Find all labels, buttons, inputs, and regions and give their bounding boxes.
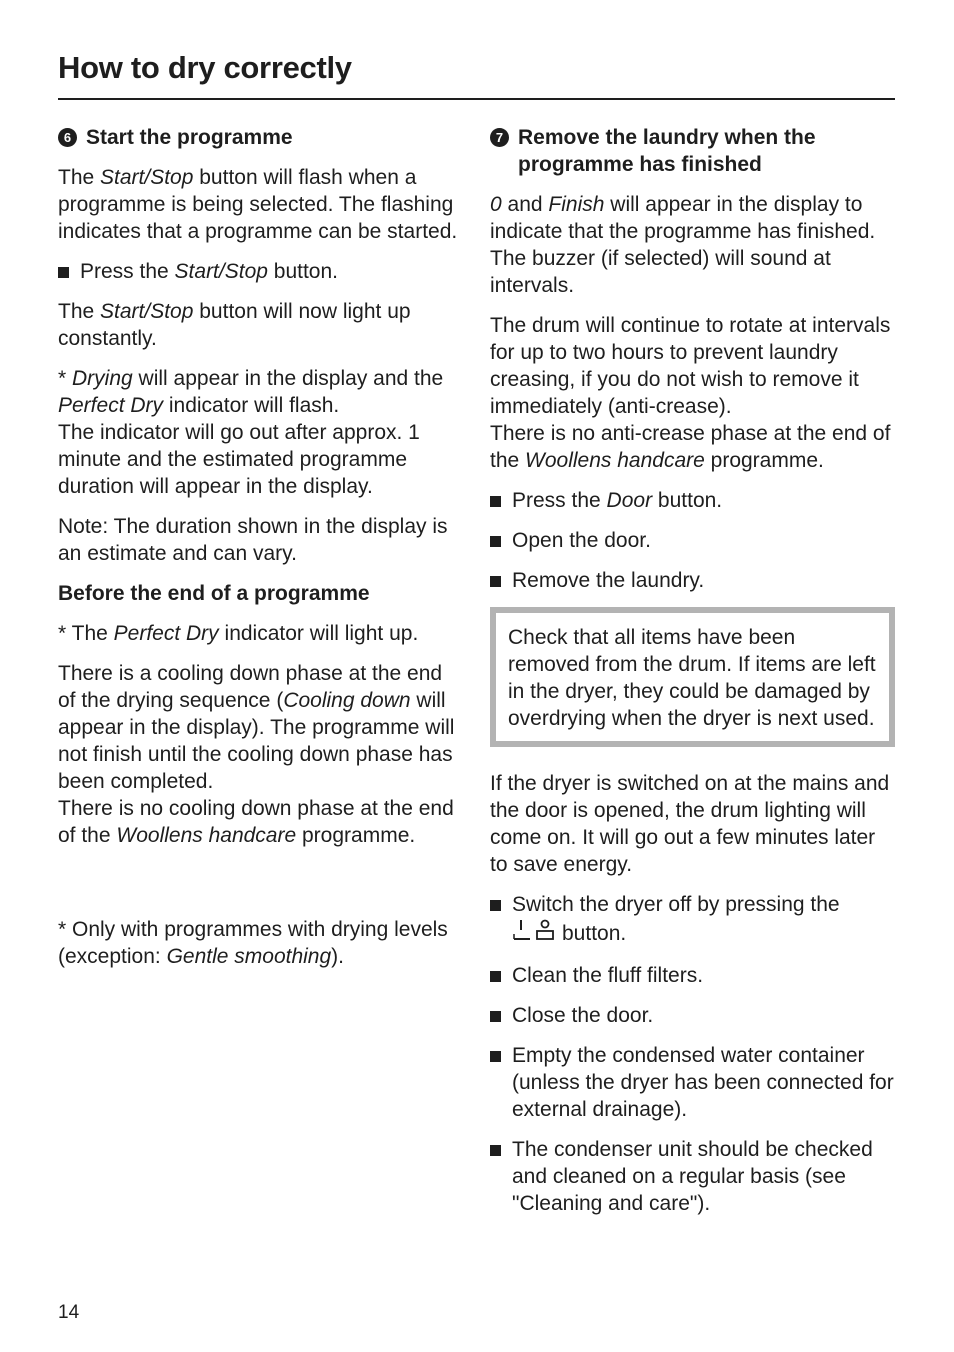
bullet-square-icon xyxy=(490,971,501,982)
instruction-remove-laundry: Remove the laundry. xyxy=(490,567,895,594)
instruction-open-door: Open the door. xyxy=(490,527,895,554)
drying-display-paragraph: * Drying will appear in the display and the Perfect Dry indicator will flash. The indicator will go out after approx. 1 minute and the estimated programme duration will appear in the display. xyxy=(58,367,444,498)
footnote: * Only with programmes with drying levels (exception: Gentle smoothing). xyxy=(58,918,448,968)
bullet-square-icon xyxy=(490,900,501,911)
bullet-square-icon xyxy=(490,576,501,587)
instruction-clean-filters: Clean the fluff filters. xyxy=(490,962,895,989)
bullet-square-icon xyxy=(490,536,501,547)
bullet-square-icon xyxy=(490,1051,501,1062)
instruction-press-start-stop: Press the Start/Stop button. xyxy=(58,258,463,285)
title-divider xyxy=(58,98,895,100)
instruction-check-condenser: The condenser unit should be checked and cleaned on a regular basis (see "Cleaning and care"). xyxy=(490,1136,895,1217)
right-column xyxy=(490,124,895,1230)
instruction-press-door: Press the Door button. xyxy=(490,487,895,514)
step-number-7-icon: 7 xyxy=(490,128,509,147)
on-off-switch-icon xyxy=(512,918,558,949)
cooling-down-paragraph: There is a cooling down phase at the end of the drying sequence (Cooling down will appear in the display). The programme will not finish until the cooling down phase has been completed. There is no cooling down phase at the end of the Woollens handcare programme. xyxy=(58,662,455,847)
step-7-heading xyxy=(490,124,895,178)
left-column xyxy=(58,124,463,983)
start-stop-flash-paragraph: The Start/Stop button will flash when a programme is being selected. The flashing indicates that a programme can be started. xyxy=(58,166,458,243)
bullet-square-icon xyxy=(490,1011,501,1022)
duration-note: Note: The duration shown in the display is an estimate and can vary. xyxy=(58,515,448,565)
warning-note-text: Check that all items have been removed from the drum. If items are left in the dryer, they could be damaged by overdrying when the dryer is next used. xyxy=(508,626,876,730)
instruction-close-door: Close the door. xyxy=(490,1002,895,1029)
bullet-square-icon xyxy=(490,1145,501,1156)
instruction-switch-off: Switch the dryer off by pressing the button. xyxy=(490,891,895,949)
anti-crease-paragraph: The drum will continue to rotate at intervals for up to two hours to prevent laundry creasing, if you do not wish to remove it immediately (anti-crease). There is no anti-crease phase at the end of the Woollens handcare programme. xyxy=(490,314,891,472)
start-stop-light-paragraph: The Start/Stop button will now light up constantly. xyxy=(58,300,411,350)
page-title: How to dry correctly xyxy=(58,50,352,85)
instruction-empty-container: Empty the condensed water container (unless the dryer has been connected for external drainage). xyxy=(490,1042,895,1123)
step-6-heading-text: Start the programme xyxy=(86,126,293,149)
bullet-square-icon xyxy=(490,496,501,507)
bullet-square-icon xyxy=(58,267,69,278)
step-6-heading xyxy=(58,124,463,151)
finish-display-paragraph: 0 and Finish will appear in the display to indicate that the programme has finished. The buzzer (if selected) will sound at intervals. xyxy=(490,193,876,297)
perfect-dry-paragraph: * The Perfect Dry indicator will light up. xyxy=(58,622,419,645)
before-end-subheading: Before the end of a programme xyxy=(58,582,370,605)
step-7-heading-text: Remove the laundry when the programme has finished xyxy=(518,126,816,176)
page-number: 14 xyxy=(58,1302,80,1323)
drum-lighting-paragraph: If the dryer is switched on at the mains and the door is opened, the drum lighting will come on. It will go out a few minutes later to save energy. xyxy=(490,772,890,876)
step-number-6-icon: 6 xyxy=(58,128,77,147)
warning-note-box xyxy=(490,607,895,747)
